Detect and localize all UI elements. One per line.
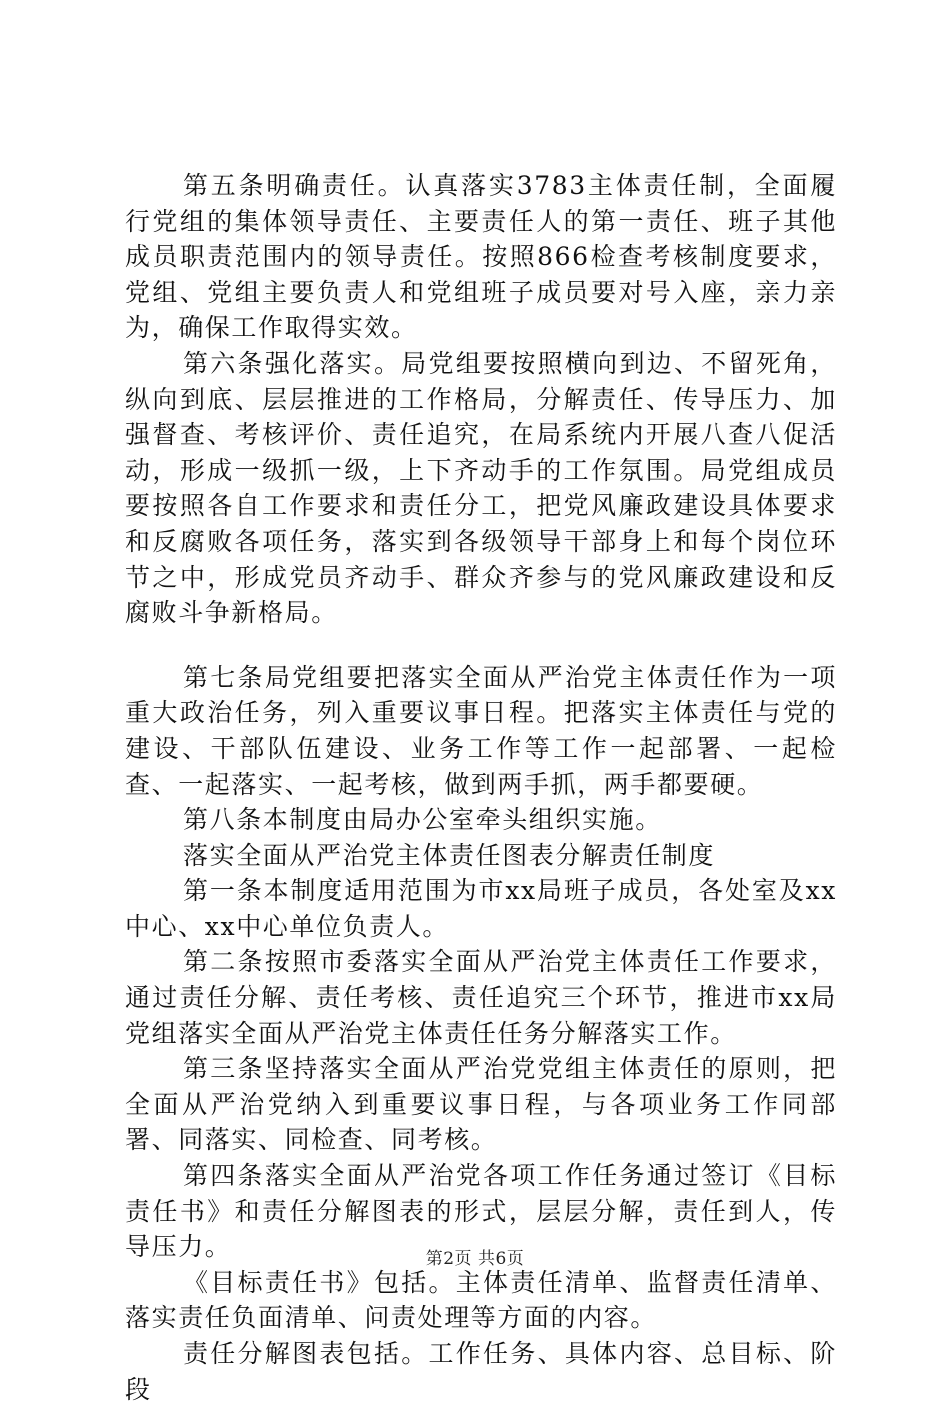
section-title: 落实全面从严治党主体责任图表分解责任制度 — [183, 840, 716, 870]
paragraph-article-5: 第五条明确责任。认真落实3783主体责任制，全面履行党组的集体领导责任、主要责任人的第一责任、班子其他成员职责范围内的领导责任。按照866检查考核制度要求，党组、党组主要负责人和党组班子成员要对号入座，亲力亲为，确保工作取得实效。 — [125, 171, 837, 343]
paragraph-decomposition-chart: 责任分解图表包括。工作任务、具体内容、总目标、阶段 — [125, 1339, 837, 1404]
paragraph-article-3: 第三条坚持落实全面从严治党党组主体责任的原则，把全面从严治党纳入到重要议事日程，与各项业务工作同部署、同落实、同检查、同考核。 — [125, 1054, 837, 1155]
paragraph-article-6: 第六条强化落实。局党组要按照横向到边、不留死角，纵向到底、层层推进的工作格局，分解责任、传导压力、加强督查、考核评价、责任追究，在局系统内开展八查八促活动，形成一级抓一级，上下齐动手的工作氛围。局党组成员要按照各自工作要求和责任分工，把党风廉政建设具体要求和反腐败各项任务，落实到各级领导干部身上和每个岗位环节之中，形成党员齐动手、群众齐参与的党风廉政建设和反腐败斗争新格局。 — [125, 348, 837, 628]
paragraph-article-8: 第八条本制度由局办公室牵头组织实施。 — [183, 805, 662, 835]
paragraph-article-7: 第七条局党组要把落实全面从严治党主体责任作为一项重大政治任务，列入重要议事日程。把落实主体责任与党的建设、干部队伍建设、业务工作等工作一起部署、一起检查、一起落实、一起考核，做到两手抓，两手都要硬。 — [125, 662, 837, 799]
paragraph-responsibility-letter: 《目标责任书》包括。主体责任清单、监督责任清单、落实责任负面清单、问责处理等方面的内容。 — [125, 1267, 837, 1333]
page-number-footer: 第2页 共6页 — [425, 1249, 525, 1269]
paragraph-article-1: 第一条本制度适用范围为市xx局班子成员，各处室及xx中心、xx中心单位负责人。 — [125, 876, 837, 941]
paragraph-article-2: 第二条按照市委落实全面从严治党主体责任工作要求，通过责任分解、责任考核、责任追究三个环节，推进市xx局党组落实全面从严治党主体责任任务分解落实工作。 — [125, 947, 837, 1048]
document-body — [125, 168, 837, 1407]
paragraph-article-4: 第四条落实全面从严治党各项工作任务通过签订《目标责任书》和责任分解图表的形式，层层分解，责任到人，传导压力。 — [125, 1161, 837, 1262]
